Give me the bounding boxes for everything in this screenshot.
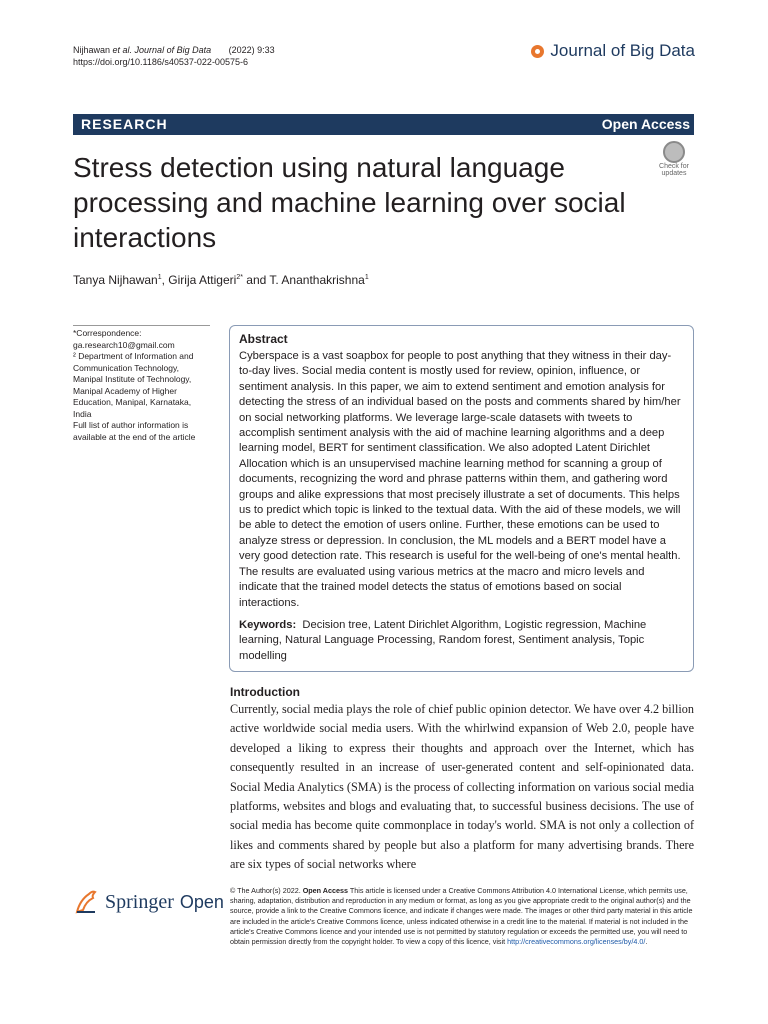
author-affil: 1: [157, 274, 162, 281]
introduction-heading: Introduction: [230, 685, 300, 699]
keywords: [239, 618, 684, 664]
check-updates-line1: Check for: [659, 163, 689, 170]
author-affil: 1: [364, 274, 369, 281]
check-updates-line2: updates: [661, 170, 687, 177]
correspondence-note: [73, 325, 210, 443]
author-name[interactable]: Tanya Nijhawan: [73, 273, 158, 287]
citation-header: [73, 44, 275, 68]
citation-year: (2022) 9:33: [228, 45, 275, 55]
license-body: This article is licensed under a Creative Commons Attribution 4.0 International License, which permits use, sharing, adaptation, distribution and reproduction in any medium or format, as long as you give appropriate credit to the original author(s) and the source, provide a link to the Creative Commons licence, and indicate if changes were made. The images or other third party material in this article are included in the article's Creative Commons licence, unless indicated otherwise in a credit line to the material. If material is not included in the article's Creative Commons licence and your intended use is not permitted by statutory regulation or exceeds the permitted use, you will need to obtain permission directly from the copyright holder. To view a copy of this licence, visit: [230, 886, 693, 947]
journal-logo: [531, 41, 695, 61]
correspondence-email[interactable]: ga.research10@gmail.com: [73, 339, 175, 350]
journal-logo-icon: [531, 45, 544, 58]
author-list: [73, 273, 369, 287]
abstract-text: Cyberspace is a vast soapbox for people to post anything that they witness in their day-to-day lives. Social media content is mostly used for review, opinion, influence, or sentiment analysis. In this paper, we aim to extend sentiment and emotion analysis for detecting the stress of an individual based on the posts and comments shared by him/her on social networking platforms. We leverage large-scale datasets with tweets to accomplish sentiment analysis with the aid of machine learning algorithms and a deep learning model, BERT for sentiment classification. We also adopted Latent Dirichlet Allocation which is an unsupervised machine learning method for scanning a group of documents, recognizing the word and phrase patterns within them, and gathering word groups and alike expressions that most precisely illustrate a set of documents. This helps us to predict which topic is linked to the textual data. With the aid of these models, we will be able to detect the emotion of users online. Further, these emotions can be used to analyze stress or depression. In conclusion, the ML models and a BERT model have a very good detection rate. This research is useful for the well-being of one's mental health. The results are evaluated using various metrics at the macro and micro levels and indicate that the trained model detects the status of emotions based on social interactions.: [239, 350, 681, 609]
check-for-updates-button[interactable]: [654, 141, 694, 181]
abstract-box: [229, 325, 694, 672]
abstract-heading: Abstract: [239, 332, 288, 346]
springer-name: Springer: [105, 890, 174, 913]
springer-horse-icon: [73, 888, 99, 916]
springer-open-logo: [73, 888, 224, 916]
author-name[interactable]: and T. Ananthakrishna: [242, 273, 365, 287]
license-open-access: Open Access: [302, 886, 348, 895]
license-end: .: [645, 937, 648, 947]
keywords-list: Decision tree, Latent Dirichlet Algorithm, Logistic regression, Machine learning, Natural Language Processing, Random forest, Sentiment analysis, Topic modelling: [239, 618, 647, 662]
author-name[interactable]: , Girija Attigeri: [161, 273, 237, 287]
doi-link[interactable]: https://doi.org/10.1186/s40537-022-00575-6: [73, 57, 248, 67]
keywords-label: Keywords:: [239, 618, 297, 631]
license-link[interactable]: http://creativecommons.org/licenses/by/4.0/: [507, 937, 646, 947]
license-prefix: © The Author(s) 2022.: [230, 886, 303, 895]
correspondence-more: Full list of author information is available at the end of the article: [73, 420, 196, 442]
open-access-label: Open Access: [601, 116, 690, 132]
correspondence-label: *Correspondence:: [73, 328, 142, 338]
journal-name: Journal of Big Data: [550, 41, 695, 60]
citation-journal: et al. Journal of Big Data: [110, 45, 212, 55]
springer-open: Open: [179, 891, 224, 912]
section-banner: [73, 114, 694, 135]
license-text: [230, 886, 694, 947]
correspondence-affiliation: ² Department of Information and Communication Technology, Manipal Institute of Technology, Manipal Academy of Higher Education, Manipal, Karnataka, India: [73, 351, 194, 419]
article-title: Stress detection using natural language processing and machine learning over social interactions: [73, 152, 626, 253]
check-updates-icon: [663, 141, 685, 163]
author-affil: 2*: [236, 274, 243, 281]
section-label: RESEARCH: [81, 116, 168, 132]
introduction-text: Currently, social media plays the role of chief public opinion detector. We have over 4.2 billion active worldwide social media users. With the whirlwind expansion of Web 2.0, people have developed a liking to express their thoughts and approach over the Internet, which has consequently resulted in an increase of user-generated content and self-opinionated data. Social Media Analytics (SMA) is the process of collecting information on various social media platforms, websites and blogs and evaluating that, to successful business decisions. The use of social media has become quite commonplace in today's world. SMA is not only a collection of likes and comments shared by people but also a platform for many advertising brands. There are six types of social networks where: [230, 702, 694, 872]
citation-author: Nijhawan: [73, 45, 111, 55]
